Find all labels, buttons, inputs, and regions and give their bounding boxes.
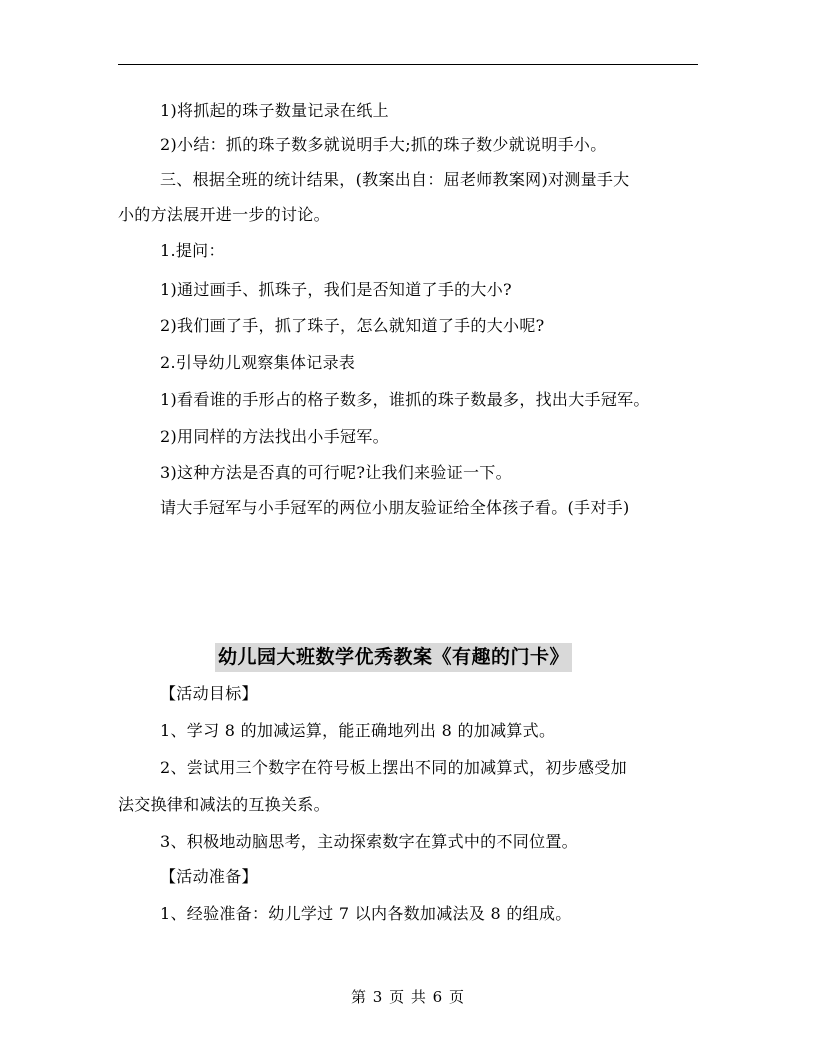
text-line: 请大手冠军与小手冠军的两位小朋友验证给全体孩子看。(手对手) — [160, 498, 630, 517]
lesson-title: 幼儿园大班数学优秀教案《有趣的门卡》 — [215, 643, 572, 672]
text-line: 1)通过画手、抓珠子，我们是否知道了手的大小? — [160, 280, 512, 299]
text-line: 三、根据全班的统计结果，(教案出自：屈老师教案网)对测量手大 — [160, 170, 630, 189]
text-line: 2)用同样的方法找出小手冠军。 — [160, 427, 389, 446]
text-line: 1、学习 8 的加减运算，能正确地列出 8 的加减算式。 — [160, 721, 556, 740]
text-line: 3、积极地动脑思考，主动探索数字在算式中的不同位置。 — [160, 832, 578, 851]
header-rule — [118, 64, 698, 65]
text-line: 1、经验准备：幼儿学过 7 以内各数加减法及 8 的组成。 — [160, 904, 572, 923]
text-line: 1)将抓起的珠子数量记录在纸上 — [160, 101, 389, 120]
text-line: 2.引导幼儿观察集体记录表 — [160, 353, 356, 372]
text-line: 2、尝试用三个数字在符号板上摆出不同的加减算式，初步感受加 — [160, 758, 627, 777]
section-heading: 【活动目标】 — [160, 684, 258, 703]
text-line: 1)看看谁的手形占的格子数多，谁抓的珠子数最多，找出大手冠军。 — [160, 390, 650, 409]
page-number: 第 3 页 共 6 页 — [351, 988, 465, 1006]
text-line: 法交换律和减法的互换关系。 — [118, 795, 330, 814]
text-line: 2)小结：抓的珠子数多就说明手大;抓的珠子数少就说明手小。 — [160, 135, 607, 154]
text-line: 2)我们画了手，抓了珠子，怎么就知道了手的大小呢? — [160, 316, 545, 335]
text-line: 小的方法展开进一步的讨论。 — [118, 205, 330, 224]
text-line: 1.提问： — [160, 241, 225, 260]
text-line: 3)这种方法是否真的可行呢?让我们来验证一下。 — [160, 463, 512, 482]
section-heading: 【活动准备】 — [160, 867, 258, 886]
